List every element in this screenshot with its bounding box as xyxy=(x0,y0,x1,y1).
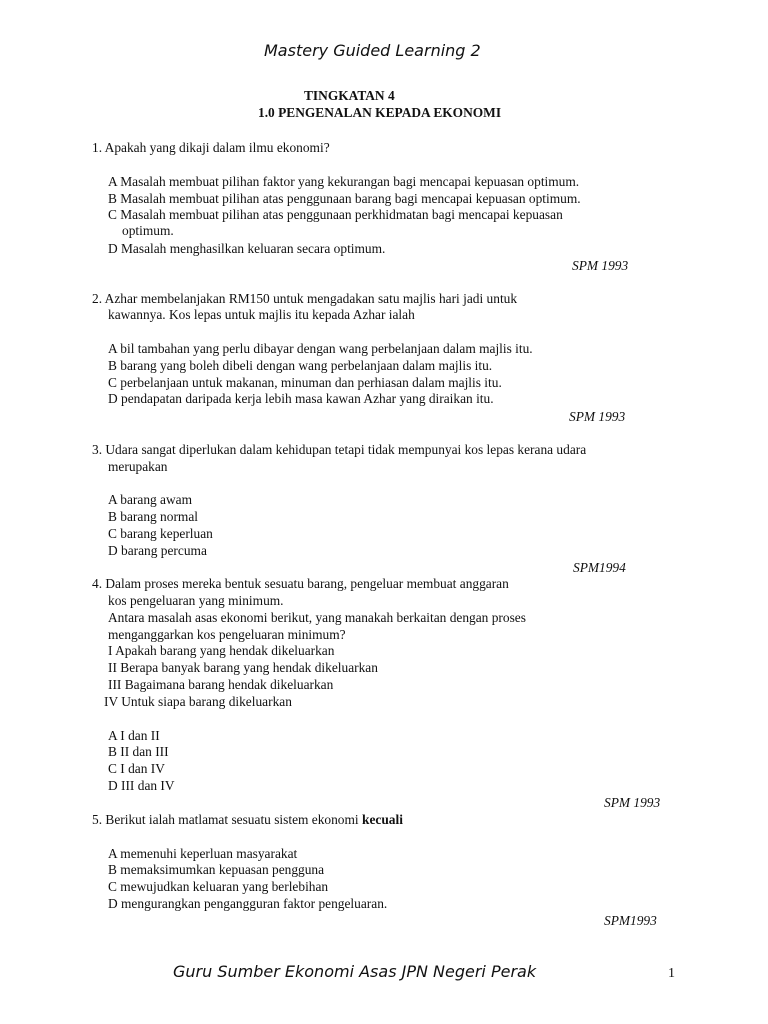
option-d: D III dan IV xyxy=(108,778,175,793)
source-label: SPM1993 xyxy=(604,913,657,928)
option-d: D Masalah menghasilkan keluaran secara optimum. xyxy=(108,241,386,256)
option-a: A Masalah membuat pilihan faktor yang kekurangan bagi mencapai kepuasan optimum. xyxy=(108,174,580,189)
question-stem: 1. Apakah yang dikaji dalam ilmu ekonomi? xyxy=(92,140,330,155)
question-stem-continued: kawannya. Kos lepas untuk majlis itu kepada Azhar ialah xyxy=(108,307,415,322)
option-c: C mewujudkan keluaran yang berlebihan xyxy=(108,879,329,894)
question-stem: 3. Udara sangat diperlukan dalam kehidupan tetapi tidak mempunyai kos lepas kerana udara xyxy=(92,442,587,457)
option-d: D pendapatan daripada kerja lebih masa kawan Azhar yang diraikan itu. xyxy=(108,391,494,406)
chapter-title: 1.0 PENGENALAN KEPADA EKONOMI xyxy=(258,105,502,120)
question-stem-line-3: Antara masalah asas ekonomi berikut, yang manakah berkaitan dengan proses xyxy=(108,610,526,625)
option-b: B memaksimumkan kepuasan pengguna xyxy=(108,862,325,877)
page-number: 1 xyxy=(668,966,675,981)
statement-iii: III Bagaimana barang hendak dikeluarkan xyxy=(108,677,334,692)
question-stem-line-2: kos pengeluaran yang minimum. xyxy=(108,593,284,608)
option-d: D mengurangkan pengangguran faktor pengeluaran. xyxy=(108,896,388,911)
option-a: A bil tambahan yang perlu dibayar dengan wang perbelanjaan dalam majlis itu. xyxy=(108,341,533,356)
question-stem xyxy=(92,811,403,828)
option-b: B barang normal xyxy=(108,509,198,524)
source-label: SPM 1993 xyxy=(572,258,629,273)
option-c: C barang keperluan xyxy=(108,526,213,541)
level-title: TINGKATAN 4 xyxy=(304,88,395,103)
question-stem-text: 5. Berikut ialah matlamat sesuatu sistem ekonomi xyxy=(92,812,359,827)
option-a: A barang awam xyxy=(108,492,193,507)
option-c: C I dan IV xyxy=(108,761,165,776)
statement-iv: IV Untuk siapa barang dikeluarkan xyxy=(104,694,292,709)
option-b: B barang yang boleh dibeli dengan wang perbelanjaan dalam majlis itu. xyxy=(108,358,493,373)
source-label: SPM 1993 xyxy=(604,795,661,810)
option-c: C perbelanjaan untuk makanan, minuman dan perhiasan dalam majlis itu. xyxy=(108,375,502,390)
source-label: SPM 1993 xyxy=(569,409,626,424)
option-c: C Masalah membuat pilihan atas penggunaan perkhidmatan bagi mencapai kepuasan xyxy=(108,207,563,222)
option-a: A I dan II xyxy=(108,728,160,743)
page-footer: Guru Sumber Ekonomi Asas JPN Negeri Perak xyxy=(173,962,537,981)
question-stem-line-4: menganggarkan kos pengeluaran minimum? xyxy=(108,627,346,642)
option-a: A memenuhi keperluan masyarakat xyxy=(108,846,298,861)
page-header: Mastery Guided Learning 2 xyxy=(264,41,481,60)
option-c-continued: optimum. xyxy=(122,223,174,238)
question-stem: 2. Azhar membelanjakan RM150 untuk mengadakan satu majlis hari jadi untuk xyxy=(92,291,518,306)
option-b: B II dan III xyxy=(108,744,169,759)
option-d: D barang percuma xyxy=(108,543,207,558)
question-stem: 4. Dalam proses mereka bentuk sesuatu barang, pengeluar membuat anggaran xyxy=(92,576,509,591)
question-stem-continued: merupakan xyxy=(108,459,168,474)
statement-ii: II Berapa banyak barang yang hendak dikeluarkan xyxy=(108,660,378,675)
source-label: SPM1994 xyxy=(573,560,626,575)
option-b: B Masalah membuat pilihan atas penggunaan barang bagi mencapai kepuasan optimum. xyxy=(108,191,581,206)
statement-i: I Apakah barang yang hendak dikeluarkan xyxy=(108,643,335,658)
question-stem-emphasis: kecuali xyxy=(362,812,403,827)
